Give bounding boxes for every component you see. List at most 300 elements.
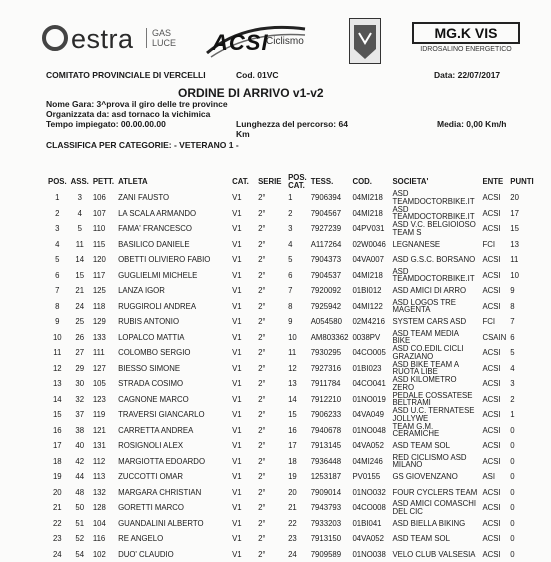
col-pos-cat: POS. CAT. [286,174,309,190]
cell-pos-cat: 18 [286,454,309,470]
cell-pett: 113 [91,469,116,485]
cell-pos-cat: 17 [286,438,309,454]
cell-ente: ACSI [480,547,508,562]
cell-pos-cat: 15 [286,407,309,423]
cell-atleta: DUO' CLAUDIO [116,547,230,562]
cell-pett: 121 [91,423,116,439]
cell-ente: ACSI [480,516,508,532]
cell-cat: V1 [230,438,256,454]
cell-tess: 7906394 [309,190,351,206]
cell-pett: 107 [91,206,116,222]
cell-tess: 7927239 [309,221,351,237]
cell-punti: 0 [508,485,536,501]
cell-atleta: RE ANGELO [116,531,230,547]
cell-cat: V1 [230,485,256,501]
cell-cod: 04CO005 [350,345,390,361]
cell-societa: ASD V.C. BELGIOIOSO TEAM S [390,221,480,237]
col-atleta: ATLETA [116,174,230,190]
cell-tess: A117264 [309,237,351,253]
cell-cod: 01BI023 [350,361,390,377]
cell-ass: 24 [69,299,91,315]
cell-ente: ACSI [480,485,508,501]
cell-serie: 2° [256,299,286,315]
cell-punti: 17 [508,206,536,222]
cell-societa: ASD CO.EDIL CICLI GRAZIANO [390,345,480,361]
cell-cod: 04VA052 [350,438,390,454]
cell-pos: 17 [46,438,69,454]
table-row [46,190,536,206]
cell-tess: 7930295 [309,345,351,361]
cell-ass: 51 [69,516,91,532]
table-row [46,392,536,408]
cell-ente: ACSI [480,438,508,454]
cell-societa: FOUR CYCLERS TEAM [390,485,480,501]
cell-serie: 2° [256,454,286,470]
committee-code: Cod. 01VC [236,70,279,80]
estra-logo [42,24,134,55]
cell-cod: 04CO041 [350,376,390,392]
cell-atleta: LA SCALA ARMANDO [116,206,230,222]
table-row [46,547,536,562]
cell-cat: V1 [230,423,256,439]
cell-tess: A054580 [309,314,351,330]
mgk-vis-logo: MG.K VIS [412,22,520,44]
cell-societa: ASD LOGOS TRE MAGENTA [390,299,480,315]
cell-pos: 3 [46,221,69,237]
cell-cod: 04PV031 [350,221,390,237]
cell-pos: 22 [46,516,69,532]
cell-cat: V1 [230,190,256,206]
cell-pos-cat: 3 [286,221,309,237]
cell-pett: 128 [91,500,116,516]
cell-cod: 0038PV [350,330,390,346]
cell-ass: 29 [69,361,91,377]
cell-pos-cat: 5 [286,252,309,268]
cell-pos: 24 [46,547,69,562]
cell-cod: 01BI012 [350,283,390,299]
cell-societa: ASD TEAMDOCTORBIKE.IT [390,268,480,284]
average-speed: Media: 0,00 Km/h [437,119,506,129]
cell-cod: 01NO032 [350,485,390,501]
cell-atleta: STRADA COSIMO [116,376,230,392]
cell-ente: ACSI [480,299,508,315]
gas-luce-label [146,28,176,48]
cell-punti: 0 [508,469,536,485]
cell-atleta: CAGNONE MARCO [116,392,230,408]
cell-atleta: CARRETTA ANDREA [116,423,230,439]
cell-cat: V1 [230,345,256,361]
cell-cod: 04MI246 [350,454,390,470]
cell-atleta: OBETTI OLIVIERO FABIO [116,252,230,268]
cell-punti: 0 [508,423,536,439]
cell-societa: ASD G.S.C. BORSANO [390,252,480,268]
cell-cod: 01NO048 [350,423,390,439]
cell-pett: 119 [91,407,116,423]
cell-cat: V1 [230,361,256,377]
cell-pos-cat: 1 [286,190,309,206]
cell-cat: V1 [230,299,256,315]
cell-serie: 2° [256,237,286,253]
table-row [46,330,536,346]
col-ente: ENTE [480,174,508,190]
cell-serie: 2° [256,283,286,299]
cell-serie: 2° [256,547,286,562]
cell-pett: 132 [91,485,116,501]
cell-tess: 7904567 [309,206,351,222]
cell-cat: V1 [230,221,256,237]
cell-ass: 50 [69,500,91,516]
cell-serie: 2° [256,469,286,485]
cell-punti: 13 [508,237,536,253]
cell-societa: GS GIOVENZANO [390,469,480,485]
committee-name: COMITATO PROVINCIALE DI VERCELLI [46,70,206,80]
table-row [46,268,536,284]
cell-tess: AM803362 [309,330,351,346]
cell-tess: 7912210 [309,392,351,408]
cell-pos-cat: 21 [286,500,309,516]
cell-ente: ACSI [480,190,508,206]
cell-ass: 25 [69,314,91,330]
cell-atleta: BASILICO DANIELE [116,237,230,253]
cell-societa: VELO CLUB VALSESIA [390,547,480,562]
race-date: Data: 22/07/2017 [434,70,500,80]
cell-societa: ASD TEAM SOL [390,531,480,547]
crest-icon [349,18,381,64]
cell-cat: V1 [230,454,256,470]
cell-pett: 127 [91,361,116,377]
cell-pos: 10 [46,330,69,346]
cell-tess: 7904373 [309,252,351,268]
cell-serie: 2° [256,407,286,423]
cell-serie: 2° [256,531,286,547]
cell-pos: 12 [46,361,69,377]
cell-ass: 15 [69,268,91,284]
cell-pos: 7 [46,283,69,299]
cell-serie: 2° [256,314,286,330]
cell-ass: 14 [69,252,91,268]
cell-pett: 131 [91,438,116,454]
cell-atleta: BIESSO SIMONE [116,361,230,377]
cell-pos: 11 [46,345,69,361]
cell-tess: 7925942 [309,299,351,315]
cell-punti: 0 [508,438,536,454]
estra-ring-icon [42,25,68,51]
table-row [46,500,536,516]
cell-societa: RED CICLISMO ASD MILANO [390,454,480,470]
cell-pett: 125 [91,283,116,299]
cell-ente: ACSI [480,361,508,377]
cell-cat: V1 [230,500,256,516]
cell-cat: V1 [230,314,256,330]
cell-pett: 102 [91,547,116,562]
cell-societa: ASD AMICI DI ARRO [390,283,480,299]
col-punti: PUNTI [508,174,536,190]
cell-cod: 04MI122 [350,299,390,315]
cell-pett: 123 [91,392,116,408]
cell-ente: ASI [480,469,508,485]
cell-serie: 2° [256,206,286,222]
cell-ass: 40 [69,438,91,454]
cell-atleta: MARGIOTTA EDOARDO [116,454,230,470]
cell-punti: 0 [508,500,536,516]
cell-pos-cat: 22 [286,516,309,532]
cell-pos-cat: 7 [286,283,309,299]
cell-ass: 21 [69,283,91,299]
cell-pett: 118 [91,299,116,315]
col-cod: COD. [350,174,390,190]
cell-cat: V1 [230,330,256,346]
cell-ass: 38 [69,423,91,439]
time-taken: Tempo impiegato: 00.00.00.00 [46,119,166,129]
cell-pos-cat: 24 [286,547,309,562]
luce-text: LUCE [152,38,176,48]
cell-cat: V1 [230,516,256,532]
table-row [46,376,536,392]
cell-ass: 4 [69,206,91,222]
cell-ass: 48 [69,485,91,501]
cell-cat: V1 [230,283,256,299]
table-row [46,299,536,315]
cell-pos: 15 [46,407,69,423]
table-row [46,438,536,454]
cell-pos-cat: 19 [286,469,309,485]
gas-text: GAS [152,28,171,38]
cell-pett: 106 [91,190,116,206]
cell-serie: 2° [256,423,286,439]
table-row [46,345,536,361]
cell-atleta: FAMA' FRANCESCO [116,221,230,237]
cell-societa: ASD TEAMDOCTORBIKE.IT [390,206,480,222]
cell-ass: 42 [69,454,91,470]
cell-pett: 116 [91,531,116,547]
cell-cod: 04MI218 [350,190,390,206]
table-row [46,237,536,253]
col-cat: CAT. [230,174,256,190]
cell-atleta: MARGARA CHRISTIAN [116,485,230,501]
results-body [46,190,536,562]
table-row [46,314,536,330]
cell-pos-cat: 10 [286,330,309,346]
col-ass: ASS. [69,174,91,190]
cell-atleta: GUGLIELMI MICHELE [116,268,230,284]
cell-atleta: GORETTI MARCO [116,500,230,516]
cell-ass: 32 [69,392,91,408]
cell-punti: 0 [508,547,536,562]
table-row [46,221,536,237]
table-row [46,252,536,268]
cell-pos: 2 [46,206,69,222]
cell-atleta: LOPALCO MATTIA [116,330,230,346]
cell-pett: 104 [91,516,116,532]
cell-cod: 04VA049 [350,407,390,423]
cell-pos: 5 [46,252,69,268]
cell-punti: 9 [508,283,536,299]
cell-atleta: TRAVERSI GIANCARLO [116,407,230,423]
cell-serie: 2° [256,438,286,454]
cell-tess: 7943793 [309,500,351,516]
cell-pett: 129 [91,314,116,330]
cell-cat: V1 [230,268,256,284]
col-societa: SOCIETA' [390,174,480,190]
cell-pos-cat: 12 [286,361,309,377]
cell-pos-cat: 2 [286,206,309,222]
cell-societa: SYSTEM CARS ASD [390,314,480,330]
cell-punti: 5 [508,345,536,361]
table-row [46,361,536,377]
col-serie: SERIE [256,174,286,190]
cell-societa: LEGNANESE [390,237,480,253]
cell-ente: ACSI [480,345,508,361]
cell-pos-cat: 13 [286,376,309,392]
cell-punti: 8 [508,299,536,315]
cell-ass: 30 [69,376,91,392]
cell-ass: 26 [69,330,91,346]
table-row [46,485,536,501]
cell-cat: V1 [230,252,256,268]
cell-cat: V1 [230,392,256,408]
cell-societa: ASD U.C. TERNATESE JOLLYWE [390,407,480,423]
course-length: Lunghezza del percorso: 64 [236,119,348,129]
cell-ente: ACSI [480,206,508,222]
cell-serie: 2° [256,252,286,268]
cell-tess: 7906233 [309,407,351,423]
cell-punti: 10 [508,268,536,284]
cell-societa: ASD TEAM MEDIA BIKE [390,330,480,346]
cell-punti: 0 [508,516,536,532]
cell-pett: 110 [91,221,116,237]
cell-pos: 8 [46,299,69,315]
cell-tess: 7927316 [309,361,351,377]
cell-atleta: COLOMBO SERGIO [116,345,230,361]
cell-atleta: ZUCCOTTI OMAR [116,469,230,485]
cell-punti: 1 [508,407,536,423]
cell-societa: PEDALE COSSATESE BELTRAMI [390,392,480,408]
results-table [46,174,536,562]
cell-serie: 2° [256,345,286,361]
cell-societa: ASD BIKE TEAM A RUOTA LIBE [390,361,480,377]
cell-pett: 117 [91,268,116,284]
acsi-logo: ACSI [212,30,269,56]
page-title: ORDINE DI ARRIVO v1-v2 [178,86,324,100]
table-row [46,283,536,299]
cell-pos: 23 [46,531,69,547]
cell-societa: ASD KILOMETRO ZERO [390,376,480,392]
cell-cod: 04VA052 [350,531,390,547]
cell-pos-cat: 14 [286,392,309,408]
cell-ente: ACSI [480,376,508,392]
cell-pos: 14 [46,392,69,408]
cell-punti: 4 [508,361,536,377]
table-row [46,469,536,485]
cell-pos-cat: 6 [286,268,309,284]
cell-cod: 04CO008 [350,500,390,516]
cell-cod: 02M4216 [350,314,390,330]
cell-ente: ACSI [480,283,508,299]
table-row [46,407,536,423]
category-title: CLASSIFICA PER CATEGORIE: - VETERANO 1 - [46,140,239,150]
results-header-row [46,174,536,190]
table-row [46,531,536,547]
race-name: Nome Gara: 3^prova il giro delle tre province [46,99,228,109]
cell-punti: 7 [508,314,536,330]
col-pos: POS. [46,174,69,190]
cell-pos-cat: 16 [286,423,309,439]
cell-serie: 2° [256,516,286,532]
cell-ass: 27 [69,345,91,361]
estra-text: estra [71,24,134,54]
cell-ente: FCI [480,314,508,330]
cell-ente: ACSI [480,454,508,470]
cell-pos: 4 [46,237,69,253]
cell-tess: 7909589 [309,547,351,562]
cell-tess: 7909014 [309,485,351,501]
cell-tess: 7913150 [309,531,351,547]
cell-ass: 52 [69,531,91,547]
cell-cat: V1 [230,531,256,547]
cell-societa: ASD TEAM SOL [390,438,480,454]
cell-serie: 2° [256,221,286,237]
cell-atleta: ROSIGNOLI ALEX [116,438,230,454]
cell-tess: 7940678 [309,423,351,439]
cell-cat: V1 [230,407,256,423]
cell-ente: ACSI [480,221,508,237]
cell-punti: 20 [508,190,536,206]
cell-pos: 9 [46,314,69,330]
cell-pett: 115 [91,237,116,253]
cell-ass: 11 [69,237,91,253]
cell-atleta: RUBIS ANTONIO [116,314,230,330]
cell-pos-cat: 4 [286,237,309,253]
cell-cat: V1 [230,237,256,253]
ciclismo-label: Ciclismo [266,36,304,47]
cell-serie: 2° [256,361,286,377]
cell-tess: 7913145 [309,438,351,454]
cell-pos-cat: 8 [286,299,309,315]
table-row [46,454,536,470]
cell-cod: 02W0046 [350,237,390,253]
cell-serie: 2° [256,376,286,392]
cell-pett: 120 [91,252,116,268]
cell-cat: V1 [230,376,256,392]
cell-pos-cat: 23 [286,531,309,547]
cell-ente: ACSI [480,500,508,516]
table-row [46,423,536,439]
cell-pos: 1 [46,190,69,206]
cell-atleta: GUANDALINI ALBERTO [116,516,230,532]
cell-pos: 16 [46,423,69,439]
cell-cat: V1 [230,469,256,485]
cell-pos: 21 [46,500,69,516]
cell-cat: V1 [230,206,256,222]
cell-atleta: RUGGIROLI ANDREA [116,299,230,315]
cell-ass: 37 [69,407,91,423]
cell-cod: 01NO019 [350,392,390,408]
cell-pett: 112 [91,454,116,470]
cell-serie: 2° [256,485,286,501]
cell-pos: 13 [46,376,69,392]
cell-punti: 0 [508,454,536,470]
cell-serie: 2° [256,190,286,206]
cell-cod: 01NO038 [350,547,390,562]
cell-tess: 1253187 [309,469,351,485]
cell-pos: 18 [46,454,69,470]
cell-ass: 44 [69,469,91,485]
cell-ente: ACSI [480,252,508,268]
cell-ass: 54 [69,547,91,562]
table-row [46,206,536,222]
cell-tess: 7911784 [309,376,351,392]
cell-pos-cat: 9 [286,314,309,330]
